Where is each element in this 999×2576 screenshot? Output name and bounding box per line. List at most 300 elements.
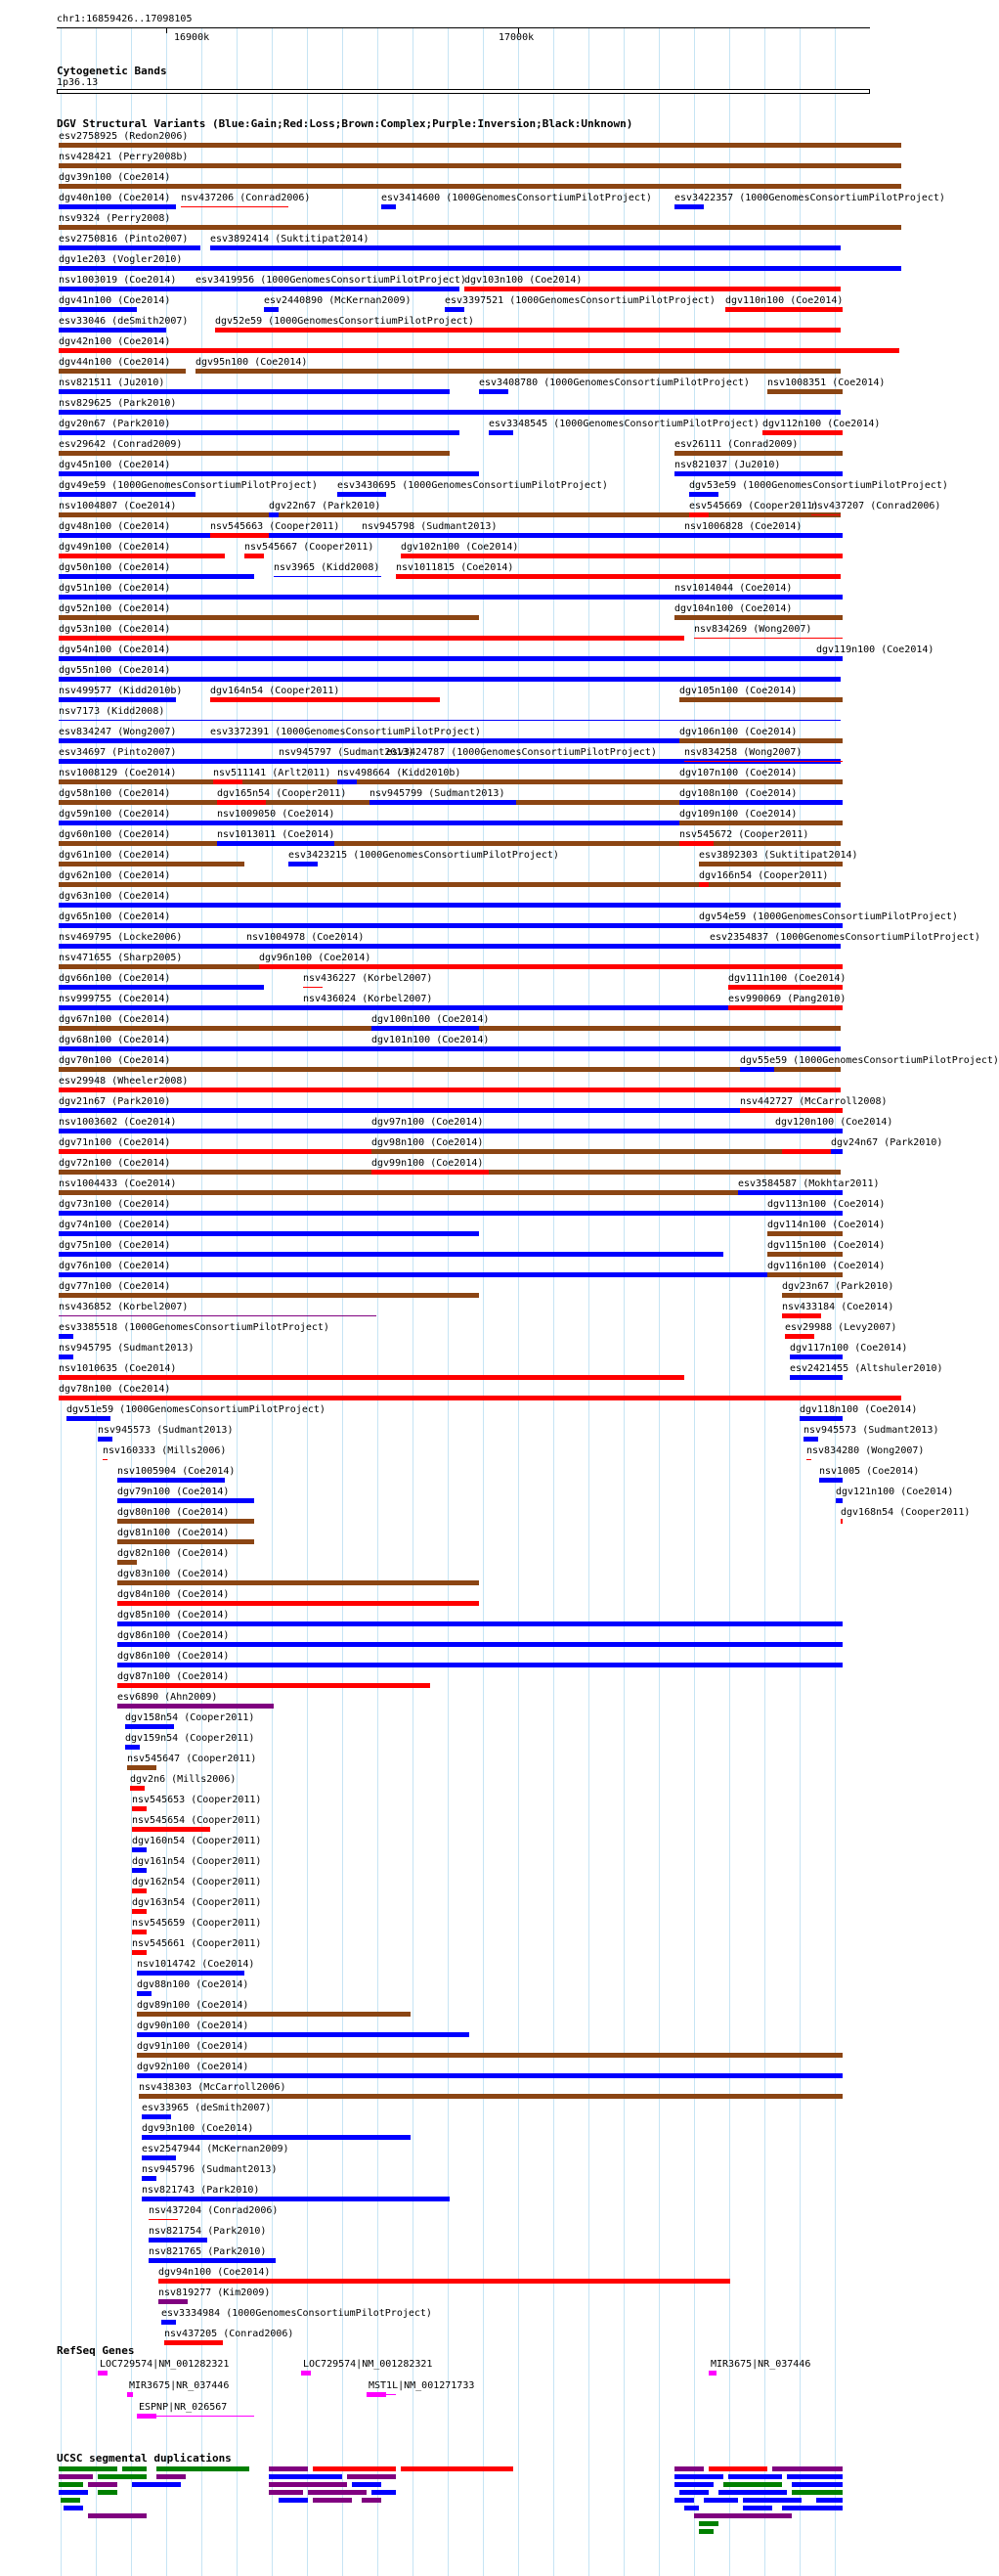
variant-label[interactable]: dgv108n100 (Coe2014)	[679, 788, 798, 799]
variant-label[interactable]: nsv1004978 (Coe2014)	[246, 932, 365, 943]
gene-label[interactable]: MIR3675|NR_037446	[711, 2359, 811, 2370]
variant-bar[interactable]	[401, 554, 843, 558]
segdup-block[interactable]	[679, 2490, 709, 2495]
variant-bar[interactable]	[59, 1108, 841, 1113]
variant-label[interactable]: esv33046 (deSmith2007)	[59, 316, 189, 327]
variant-label[interactable]: esv990069 (Pang2010)	[728, 994, 847, 1004]
variant-label[interactable]: nsv821037 (Ju2010)	[674, 460, 781, 470]
variant-bar[interactable]	[59, 471, 479, 476]
variant-bar[interactable]	[806, 1459, 811, 1460]
variant-label[interactable]: dgv75n100 (Coe2014)	[59, 1240, 171, 1251]
segdup-block[interactable]	[59, 2490, 88, 2495]
variant-bar[interactable]	[59, 656, 841, 661]
variant-label[interactable]: nsv945797 (Sudmant2013)	[279, 747, 414, 758]
variant-label[interactable]: dgv20n67 (Park2010)	[59, 419, 171, 429]
variant-label[interactable]: dgv93n100 (Coe2014)	[142, 2123, 254, 2134]
variant-bar[interactable]	[132, 1847, 147, 1852]
variant-bar[interactable]	[790, 1355, 843, 1359]
segdup-block[interactable]	[709, 2466, 767, 2471]
variant-bar[interactable]	[679, 800, 843, 805]
variant-bar[interactable]	[800, 1416, 843, 1421]
variant-bar[interactable]	[149, 2238, 207, 2243]
variant-bar[interactable]	[785, 1334, 814, 1339]
variant-label[interactable]: dgv78n100 (Coe2014)	[59, 1384, 171, 1395]
segdup-block[interactable]	[792, 2482, 843, 2487]
segdup-block[interactable]	[674, 2482, 714, 2487]
variant-label[interactable]: nsv3965 (Kidd2008)	[274, 562, 380, 573]
variant-bar[interactable]	[59, 1231, 479, 1236]
variant-label[interactable]: nsv545653 (Cooper2011)	[132, 1795, 262, 1805]
variant-label[interactable]: nsv1014742 (Coe2014)	[137, 1959, 255, 1970]
variant-label[interactable]: nsv160333 (Mills2006)	[103, 1445, 227, 1456]
variant-bar[interactable]	[679, 821, 843, 825]
segdup-block[interactable]	[718, 2490, 787, 2495]
variant-bar[interactable]	[728, 1005, 843, 1010]
variant-label[interactable]: dgv51n100 (Coe2014)	[59, 583, 171, 594]
variant-bar[interactable]	[59, 1211, 841, 1216]
variant-bar[interactable]	[59, 1088, 841, 1092]
variant-label[interactable]: esv2758925 (Redon2006)	[59, 131, 189, 142]
variant-label[interactable]: dgv53e59 (1000GenomesConsortiumPilotProject)	[689, 480, 948, 491]
variant-label[interactable]: dgv45n100 (Coe2014)	[59, 460, 171, 470]
variant-bar[interactable]	[396, 574, 841, 579]
variant-label[interactable]: dgv65n100 (Coe2014)	[59, 911, 171, 922]
variant-bar[interactable]	[117, 1519, 254, 1524]
variant-label[interactable]: dgv53n100 (Coe2014)	[59, 624, 171, 635]
variant-bar[interactable]	[117, 1580, 479, 1585]
variant-label[interactable]: esv2750816 (Pinto2007)	[59, 234, 189, 244]
variant-label[interactable]: esv6890 (Ahn2009)	[117, 1692, 218, 1703]
variant-label[interactable]: nsv1006828 (Coe2014)	[684, 521, 803, 532]
variant-label[interactable]: dgv24n67 (Park2010)	[831, 1137, 943, 1148]
variant-bar[interactable]	[728, 985, 843, 990]
segdup-block[interactable]	[88, 2513, 147, 2518]
variant-label[interactable]: dgv58n100 (Coe2014)	[59, 788, 171, 799]
variant-label[interactable]: dgv88n100 (Coe2014)	[137, 1979, 249, 1990]
variant-bar[interactable]	[59, 1252, 723, 1257]
variant-bar[interactable]	[132, 1909, 147, 1914]
variant-bar[interactable]	[59, 554, 225, 558]
segdup-block[interactable]	[313, 2498, 352, 2503]
segdup-block[interactable]	[308, 2490, 367, 2495]
variant-bar[interactable]	[279, 759, 288, 764]
variant-bar[interactable]	[689, 492, 718, 497]
variant-bar[interactable]	[98, 1437, 112, 1442]
variant-bar[interactable]	[246, 944, 471, 949]
variant-bar[interactable]	[371, 1046, 479, 1051]
variant-label[interactable]: dgv166n54 (Cooper2011)	[699, 870, 829, 881]
segdup-block[interactable]	[269, 2466, 308, 2471]
variant-label[interactable]: dgv112n100 (Coe2014)	[762, 419, 881, 429]
variant-bar[interactable]	[790, 1375, 843, 1380]
gene-exon[interactable]	[367, 2392, 386, 2397]
variant-bar[interactable]	[59, 328, 166, 333]
variant-label[interactable]: nsv437205 (Conrad2006)	[164, 2329, 294, 2339]
variant-label[interactable]: dgv51e59 (1000GenomesConsortiumPilotProject)	[66, 1404, 326, 1415]
variant-bar[interactable]	[244, 554, 264, 558]
variant-bar[interactable]	[137, 2012, 411, 2017]
variant-label[interactable]: esv3397521 (1000GenomesConsortiumPilotProject)	[445, 295, 716, 306]
variant-label[interactable]: nsv545647 (Cooper2011)	[127, 1754, 257, 1764]
variant-label[interactable]: dgv116n100 (Coe2014)	[767, 1261, 886, 1271]
variant-bar[interactable]	[381, 204, 396, 209]
segdup-block[interactable]	[674, 2466, 704, 2471]
variant-label[interactable]: dgv70n100 (Coe2014)	[59, 1055, 171, 1066]
variant-label[interactable]: dgv100n100 (Coe2014)	[371, 1014, 490, 1025]
variant-label[interactable]: dgv109n100 (Coe2014)	[679, 809, 798, 820]
variant-bar[interactable]	[142, 2197, 450, 2201]
segdup-block[interactable]	[156, 2466, 249, 2471]
variant-bar[interactable]	[59, 1375, 684, 1380]
variant-bar[interactable]	[217, 800, 266, 805]
variant-bar[interactable]	[59, 841, 841, 846]
variant-bar[interactable]	[725, 307, 843, 312]
variant-bar[interactable]	[816, 656, 843, 661]
variant-bar[interactable]	[117, 1601, 479, 1606]
variant-bar[interactable]	[137, 2032, 469, 2037]
variant-bar[interactable]	[132, 1950, 147, 1955]
variant-bar[interactable]	[767, 1231, 843, 1236]
variant-bar[interactable]	[59, 1396, 901, 1400]
variant-label[interactable]: dgv103n100 (Coe2014)	[464, 275, 583, 286]
variant-label[interactable]: esv29642 (Conrad2009)	[59, 439, 183, 450]
variant-bar[interactable]	[489, 430, 513, 435]
variant-bar[interactable]	[117, 1683, 430, 1688]
variant-label[interactable]: nsv1003019 (Coe2014)	[59, 275, 177, 286]
variant-label[interactable]: dgv107n100 (Coe2014)	[679, 768, 798, 778]
variant-label[interactable]: esv834247 (Wong2007)	[59, 727, 177, 737]
variant-label[interactable]: dgv41n100 (Coe2014)	[59, 295, 171, 306]
variant-label[interactable]: dgv117n100 (Coe2014)	[790, 1343, 908, 1354]
segdup-block[interactable]	[782, 2506, 843, 2510]
variant-label[interactable]: dgv68n100 (Coe2014)	[59, 1035, 171, 1045]
variant-bar[interactable]	[142, 2155, 176, 2160]
variant-label[interactable]: dgv79n100 (Coe2014)	[117, 1487, 230, 1497]
variant-bar[interactable]	[269, 512, 279, 517]
variant-label[interactable]: dgv74n100 (Coe2014)	[59, 1220, 171, 1230]
variant-bar[interactable]	[767, 1252, 843, 1257]
segdup-block[interactable]	[132, 2482, 181, 2487]
gene-label[interactable]: LOC729574|NM_001282321	[303, 2359, 433, 2370]
variant-bar[interactable]	[59, 1067, 841, 1072]
segdup-block[interactable]	[772, 2466, 843, 2471]
variant-bar[interactable]	[694, 638, 843, 639]
variant-bar[interactable]	[117, 1621, 843, 1626]
variant-label[interactable]: nsv545663 (Cooper2011)	[210, 521, 340, 532]
variant-label[interactable]: dgv168n54 (Cooper2011)	[841, 1507, 971, 1518]
variant-label[interactable]: esv3584587 (Mokhtar2011)	[738, 1178, 880, 1189]
variant-bar[interactable]	[66, 1416, 110, 1421]
variant-label[interactable]: nsv945798 (Sudmant2013)	[362, 521, 498, 532]
variant-label[interactable]: dgv62n100 (Coe2014)	[59, 870, 171, 881]
variant-bar[interactable]	[59, 697, 176, 702]
variant-bar[interactable]	[59, 1272, 841, 1277]
variant-bar[interactable]	[679, 697, 843, 702]
variant-bar[interactable]	[181, 206, 288, 207]
variant-bar[interactable]	[142, 2135, 411, 2140]
variant-label[interactable]: nsv545654 (Cooper2011)	[132, 1815, 262, 1826]
variant-bar[interactable]	[362, 533, 371, 538]
variant-label[interactable]: dgv98n100 (Coe2014)	[371, 1137, 484, 1148]
variant-bar[interactable]	[59, 451, 450, 456]
cytoband-bar[interactable]	[57, 89, 870, 94]
variant-label[interactable]: dgv54e59 (1000GenomesConsortiumPilotProject)	[699, 911, 958, 922]
variant-label[interactable]: nsv834269 (Wong2007)	[694, 624, 812, 635]
variant-bar[interactable]	[59, 307, 137, 312]
variant-label[interactable]: nsv945799 (Sudmant2013)	[369, 788, 505, 799]
variant-label[interactable]: dgv22n67 (Park2010)	[269, 501, 381, 511]
segdup-block[interactable]	[313, 2466, 396, 2471]
segdup-block[interactable]	[743, 2498, 802, 2503]
variant-bar[interactable]	[59, 615, 479, 620]
variant-bar[interactable]	[210, 245, 841, 250]
variant-label[interactable]: dgv67n100 (Coe2014)	[59, 1014, 171, 1025]
variant-label[interactable]: esv545669 (Cooper2011)	[689, 501, 819, 511]
segdup-block[interactable]	[674, 2474, 723, 2479]
variant-bar[interactable]	[161, 2320, 176, 2325]
variant-bar[interactable]	[679, 738, 843, 743]
variant-label[interactable]: nsv499577 (Kidd2010b)	[59, 686, 183, 696]
variant-label[interactable]: nsv436227 (Korbel2007)	[303, 973, 433, 984]
variant-label[interactable]: nsv1014044 (Coe2014)	[674, 583, 793, 594]
variant-bar[interactable]	[674, 204, 704, 209]
variant-label[interactable]: dgv82n100 (Coe2014)	[117, 1548, 230, 1559]
variant-label[interactable]: dgv97n100 (Coe2014)	[371, 1117, 484, 1128]
variant-bar[interactable]	[59, 348, 899, 353]
variant-label[interactable]: nsv433184 (Coe2014)	[782, 1302, 894, 1312]
variant-label[interactable]: dgv52n100 (Coe2014)	[59, 603, 171, 614]
variant-label[interactable]: dgv118n100 (Coe2014)	[800, 1404, 918, 1415]
variant-bar[interactable]	[195, 369, 841, 374]
variant-label[interactable]: dgv23n67 (Park2010)	[782, 1281, 894, 1292]
segdup-block[interactable]	[269, 2482, 347, 2487]
variant-label[interactable]: dgv63n100 (Coe2014)	[59, 891, 171, 902]
variant-label[interactable]: nsv498664 (Kidd2010b)	[337, 768, 461, 778]
variant-label[interactable]: nsv437207 (Conrad2006)	[811, 501, 941, 511]
variant-bar[interactable]	[59, 492, 195, 497]
variant-label[interactable]: nsv834280 (Wong2007)	[806, 1445, 925, 1456]
variant-label[interactable]: nsv1013011 (Coe2014)	[217, 829, 335, 840]
variant-bar[interactable]	[479, 389, 508, 394]
segdup-block[interactable]	[347, 2474, 396, 2479]
variant-bar[interactable]	[762, 430, 843, 435]
variant-label[interactable]: dgv104n100 (Coe2014)	[674, 603, 793, 614]
variant-bar[interactable]	[59, 369, 186, 374]
segdup-block[interactable]	[59, 2474, 93, 2479]
gene-label[interactable]: MIR3675|NR_037446	[129, 2380, 230, 2391]
segdup-block[interactable]	[98, 2490, 117, 2495]
variant-bar[interactable]	[819, 1478, 843, 1483]
variant-bar[interactable]	[117, 1663, 843, 1667]
variant-label[interactable]: esv3414600 (1000GenomesConsortiumPilotProject)	[381, 193, 652, 203]
variant-bar[interactable]	[59, 862, 244, 866]
variant-bar[interactable]	[117, 1498, 254, 1503]
variant-bar[interactable]	[210, 533, 269, 538]
variant-label[interactable]: esv3385518 (1000GenomesConsortiumPilotProject)	[59, 1322, 329, 1333]
segdup-block[interactable]	[64, 2506, 83, 2510]
variant-bar[interactable]	[117, 1478, 225, 1483]
variant-label[interactable]: nsv9324 (Perry2008)	[59, 213, 171, 224]
segdup-block[interactable]	[704, 2498, 738, 2503]
variant-label[interactable]: nsv1009050 (Coe2014)	[217, 809, 335, 820]
variant-bar[interactable]	[740, 1067, 774, 1072]
variant-bar[interactable]	[59, 225, 901, 230]
variant-bar[interactable]	[699, 862, 843, 866]
variant-bar[interactable]	[303, 987, 323, 988]
variant-label[interactable]: dgv87n100 (Coe2014)	[117, 1671, 230, 1682]
variant-bar[interactable]	[767, 389, 843, 394]
variant-bar[interactable]	[59, 985, 264, 990]
variant-bar[interactable]	[684, 761, 843, 762]
variant-label[interactable]: dgv161n54 (Cooper2011)	[132, 1856, 262, 1867]
variant-label[interactable]: dgv91n100 (Coe2014)	[137, 2041, 249, 2052]
variant-label[interactable]: esv3419956 (1000GenomesConsortiumPilotProject)	[195, 275, 466, 286]
variant-bar[interactable]	[215, 328, 841, 333]
variant-label[interactable]: dgv94n100 (Coe2014)	[158, 2267, 271, 2278]
variant-label[interactable]: nsv999755 (Coe2014)	[59, 994, 171, 1004]
variant-bar[interactable]	[125, 1724, 174, 1729]
variant-bar[interactable]	[59, 1355, 73, 1359]
segdup-block[interactable]	[352, 2482, 381, 2487]
variant-label[interactable]: nsv438303 (McCarroll2006)	[139, 2082, 286, 2093]
variant-label[interactable]: dgv159n54 (Cooper2011)	[125, 1733, 255, 1744]
variant-label[interactable]: nsv1005904 (Coe2014)	[117, 1466, 236, 1477]
variant-label[interactable]: esv2440890 (McKernan2009)	[264, 295, 412, 306]
variant-label[interactable]: nsv428421 (Perry2008b)	[59, 152, 189, 162]
variant-bar[interactable]	[445, 307, 464, 312]
variant-bar[interactable]	[158, 2299, 188, 2304]
segdup-block[interactable]	[59, 2482, 83, 2487]
variant-label[interactable]: dgv105n100 (Coe2014)	[679, 686, 798, 696]
variant-label[interactable]: nsv437206 (Conrad2006)	[181, 193, 311, 203]
segdup-block[interactable]	[743, 2506, 772, 2510]
variant-bar[interactable]	[811, 514, 841, 515]
variant-label[interactable]: nsv7173 (Kidd2008)	[59, 706, 165, 717]
variant-label[interactable]: dgv101n100 (Coe2014)	[371, 1035, 490, 1045]
variant-bar[interactable]	[59, 512, 841, 517]
variant-label[interactable]: dgv73n100 (Coe2014)	[59, 1199, 171, 1210]
variant-label[interactable]: dgv92n100 (Coe2014)	[137, 2062, 249, 2072]
gene-label[interactable]: LOC729574|NM_001282321	[100, 2359, 230, 2370]
variant-label[interactable]: dgv49n100 (Coe2014)	[59, 542, 171, 553]
variant-label[interactable]: dgv49e59 (1000GenomesConsortiumPilotProject)	[59, 480, 318, 491]
variant-label[interactable]: dgv54n100 (Coe2014)	[59, 644, 171, 655]
variant-label[interactable]: esv2354837 (1000GenomesConsortiumPilotProject)	[710, 932, 980, 943]
variant-bar[interactable]	[59, 1190, 841, 1195]
variant-label[interactable]: nsv436852 (Korbel2007)	[59, 1302, 189, 1312]
segdup-block[interactable]	[98, 2474, 147, 2479]
variant-label[interactable]: nsv436024 (Korbel2007)	[303, 994, 433, 1004]
variant-bar[interactable]	[132, 1806, 147, 1811]
segdup-block[interactable]	[401, 2466, 513, 2471]
variant-bar[interactable]	[149, 2219, 178, 2220]
variant-bar[interactable]	[371, 1149, 782, 1154]
variant-bar[interactable]	[59, 677, 841, 682]
variant-bar[interactable]	[59, 1293, 479, 1298]
variant-label[interactable]: esv3892303 (Suktitipat2014)	[699, 850, 858, 861]
variant-label[interactable]: nsv545672 (Cooper2011)	[679, 829, 809, 840]
variant-bar[interactable]	[464, 287, 841, 291]
variant-bar[interactable]	[59, 1315, 376, 1316]
variant-label[interactable]: nsv945796 (Sudmant2013)	[142, 2164, 278, 2175]
variant-label[interactable]: dgv44n100 (Coe2014)	[59, 357, 171, 368]
segdup-block[interactable]	[59, 2466, 117, 2471]
variant-label[interactable]: dgv121n100 (Coe2014)	[836, 1487, 954, 1497]
variant-bar[interactable]	[59, 574, 254, 579]
variant-label[interactable]: dgv72n100 (Coe2014)	[59, 1158, 171, 1169]
variant-label[interactable]: dgv119n100 (Coe2014)	[816, 644, 934, 655]
variant-label[interactable]: nsv834258 (Wong2007)	[684, 747, 803, 758]
gene-exon[interactable]	[709, 2371, 717, 2376]
gene-label[interactable]: ESPNP|NR_026567	[139, 2402, 228, 2413]
gene-exon[interactable]	[98, 2371, 108, 2376]
segdup-block[interactable]	[156, 2474, 186, 2479]
variant-label[interactable]: dgv111n100 (Coe2014)	[728, 973, 847, 984]
variant-label[interactable]: esv3348545 (1000GenomesConsortiumPilotProject)	[489, 419, 760, 429]
variant-bar[interactable]	[137, 2073, 843, 2078]
variant-bar[interactable]	[59, 430, 459, 435]
variant-bar[interactable]	[59, 204, 176, 209]
variant-bar[interactable]	[59, 184, 901, 189]
variant-label[interactable]: nsv1008129 (Coe2014)	[59, 768, 177, 778]
segdup-block[interactable]	[269, 2490, 303, 2495]
variant-label[interactable]: dgv55e59 (1000GenomesConsortiumPilotProject)	[740, 1055, 999, 1066]
variant-label[interactable]: nsv821511 (Ju2010)	[59, 378, 165, 388]
variant-label[interactable]: esv29948 (Wheeler2008)	[59, 1076, 189, 1087]
variant-label[interactable]: dgv21n67 (Park2010)	[59, 1096, 171, 1107]
segdup-block[interactable]	[694, 2513, 792, 2518]
variant-label[interactable]: esv26111 (Conrad2009)	[674, 439, 799, 450]
variant-label[interactable]: dgv95n100 (Coe2014)	[195, 357, 308, 368]
variant-bar[interactable]	[137, 2053, 843, 2058]
variant-bar[interactable]	[836, 1498, 843, 1503]
variant-label[interactable]: nsv469795 (Locke2006)	[59, 932, 183, 943]
variant-label[interactable]: dgv71n100 (Coe2014)	[59, 1137, 171, 1148]
variant-label[interactable]: nsv945573 (Sudmant2013)	[98, 1425, 234, 1436]
variant-bar[interactable]	[689, 512, 709, 517]
variant-label[interactable]: dgv110n100 (Coe2014)	[725, 295, 844, 306]
variant-label[interactable]: nsv1010635 (Coe2014)	[59, 1363, 177, 1374]
variant-label[interactable]: nsv1008351 (Coe2014)	[767, 378, 886, 388]
variant-bar[interactable]	[117, 1539, 254, 1544]
variant-label[interactable]: esv29988 (Levy2007)	[785, 1322, 897, 1333]
variant-label[interactable]: nsv821743 (Park2010)	[142, 2185, 260, 2196]
variant-bar[interactable]	[679, 841, 714, 846]
segdup-block[interactable]	[674, 2498, 694, 2503]
variant-label[interactable]: dgv165n54 (Cooper2011)	[217, 788, 347, 799]
variant-label[interactable]: dgv163n54 (Cooper2011)	[132, 1897, 262, 1908]
variant-label[interactable]: nsv545659 (Cooper2011)	[132, 1918, 262, 1929]
variant-bar[interactable]	[841, 1519, 843, 1524]
gene-exon[interactable]	[301, 2371, 311, 2376]
variant-bar[interactable]	[386, 759, 415, 764]
variant-bar[interactable]	[217, 841, 334, 846]
gene-exon[interactable]	[137, 2414, 156, 2419]
variant-label[interactable]: nsv821765 (Park2010)	[149, 2246, 267, 2257]
variant-bar[interactable]	[371, 1170, 489, 1175]
variant-label[interactable]: dgv50n100 (Coe2014)	[59, 562, 171, 573]
variant-bar[interactable]	[674, 471, 843, 476]
variant-bar[interactable]	[674, 451, 843, 456]
segdup-block[interactable]	[371, 2490, 396, 2495]
segdup-block[interactable]	[279, 2498, 308, 2503]
variant-bar[interactable]	[767, 1211, 843, 1216]
variant-label[interactable]: dgv39n100 (Coe2014)	[59, 172, 171, 183]
variant-label[interactable]: dgv77n100 (Coe2014)	[59, 1281, 171, 1292]
variant-label[interactable]: esv2421455 (Altshuler2010)	[790, 1363, 943, 1374]
variant-label[interactable]: dgv96n100 (Coe2014)	[259, 953, 371, 963]
variant-bar[interactable]	[59, 389, 450, 394]
